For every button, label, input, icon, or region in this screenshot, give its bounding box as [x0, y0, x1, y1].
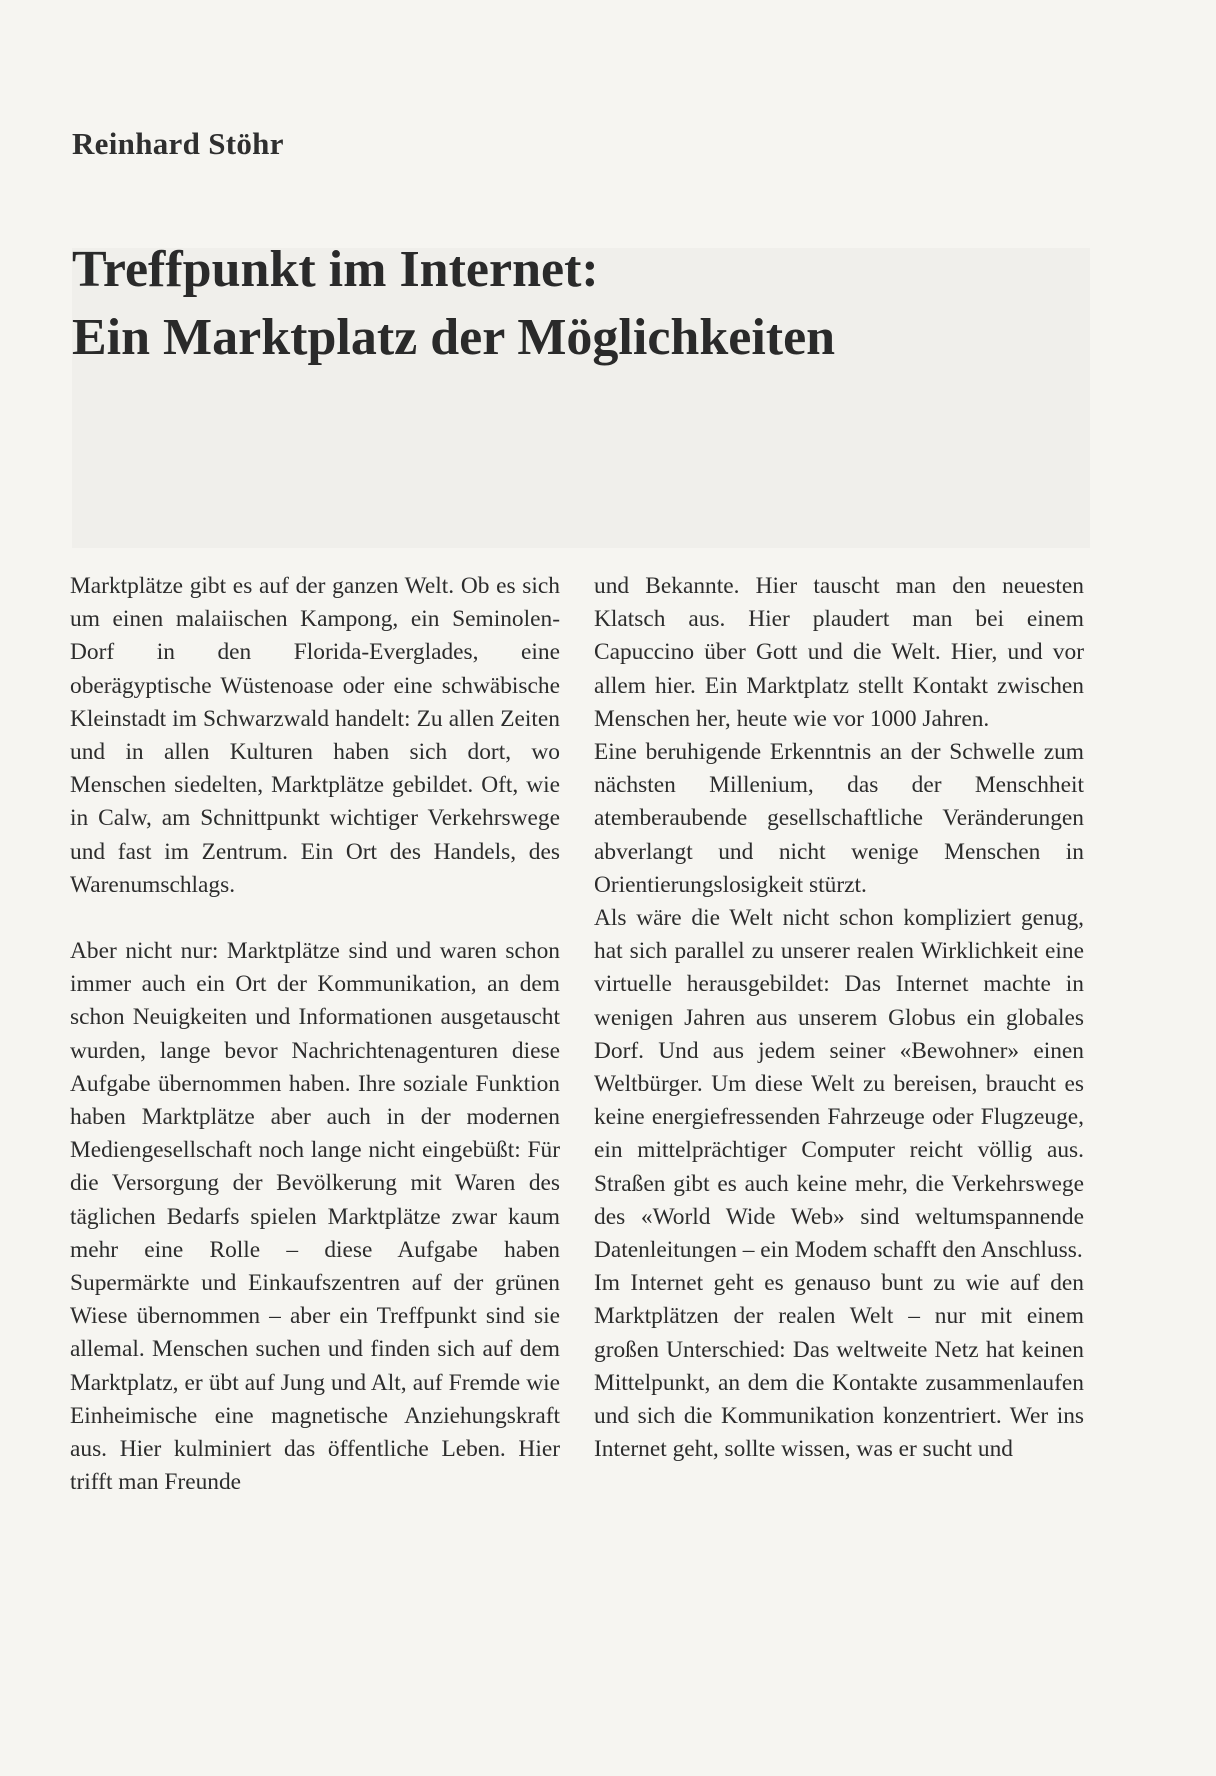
left-paragraph-1: Marktplätze gibt es auf der ganzen Welt. Ob es sich um einen malaiischen Kampong, ein Seminolen-Dorf in den Florida-Everglades, eine oberägyptische Wüstenoase oder eine schwäbische Kleinstadt im Schwarzwald handelt: Zu allen Zeiten und in allen Kulturen haben sich dort, wo Menschen siedelten, Marktplätze gebildet. Oft, wie in Calw, am Schnittpunkt wichtiger Verkehrswege und fast im Zentrum. Ein Ort des Handels, des Warenumschlags. — [70, 573, 560, 898]
title-line-1: Treffpunkt im Internet: — [72, 241, 599, 298]
author-name: Reinhard Stöhr — [72, 126, 284, 161]
article-title — [72, 236, 1122, 372]
right-paragraph-3: Als wäre die Welt nicht schon kompliziert genug, hat sich parallel zu unserer realen Wirklichkeit eine virtuelle herausgebildet: Das Internet machte in wenigen Jahren aus unserem Globus ein globales Dorf. Und aus jedem seiner «Bewohner» einen Weltbürger. Um diese Welt zu bereisen, braucht es keine energiefressenden Fahrzeuge oder Flugzeuge, ein mittelprächtiger Computer reicht völlig aus. Straßen gibt es auch keine mehr, die Verkehrswege des «World Wide Web» sind weltumspannende Datenleitungen – ein Modem schafft den Anschluss. — [594, 905, 1084, 1264]
right-paragraph-1: und Bekannte. Hier tauscht man den neuesten Klatsch aus. Hier plaudert man bei einem Capuccino über Gott und die Welt. Hier, und vor allem hier. Ein Marktplatz stellt Kontakt zwischen Menschen her, heute wie vor 1000 Jahren. — [594, 573, 1084, 732]
left-column — [70, 570, 560, 1499]
right-paragraph-4: Im Internet geht es genauso bunt zu wie auf den Marktplätzen der realen Welt – nur mit einem großen Unterschied: Das weltweite Netz hat keinen Mittelpunkt, an dem die Kontakte zusammenlaufen und sich die Kommunikation konzentriert. Wer ins Internet geht, sollte wissen, was er sucht und — [594, 1270, 1084, 1463]
right-paragraph-2: Eine beruhigende Erkenntnis an der Schwelle zum nächsten Millenium, das der Menschheit atemberaubende gesellschaftliche Veränderungen abverlangt und nicht wenige Menschen in Orientierungslosigkeit stürzt. — [594, 739, 1084, 898]
right-column — [594, 570, 1084, 1466]
title-line-2: Ein Marktplatz der Möglichkeiten — [72, 309, 836, 366]
left-paragraph-2: Aber nicht nur: Marktplätze sind und waren schon immer auch ein Ort der Kommunikation, an dem schon Neuigkeiten und Informationen ausgetauscht wurden, lange bevor Nachrichtenagenturen diese Aufgabe übernommen haben. Ihre soziale Funktion haben Marktplätze aber auch in der modernen Mediengesellschaft noch lange nicht eingebüßt: Für die Versorgung der Bevölkerung mit Waren des täglichen Bedarfs spielen Marktplätze zwar kaum mehr eine Rolle – diese Aufgabe haben Supermärkte und Einkaufszentren auf der grünen Wiese übernommen – aber ein Treffpunkt sind sie allemal. Menschen suchen und finden sich auf dem Marktplatz, er übt auf Jung und Alt, auf Fremde wie Einheimische eine magnetische Anziehungskraft aus. Hier kulminiert das öffentliche Leben. Hier trifft man Freunde — [70, 938, 560, 1496]
